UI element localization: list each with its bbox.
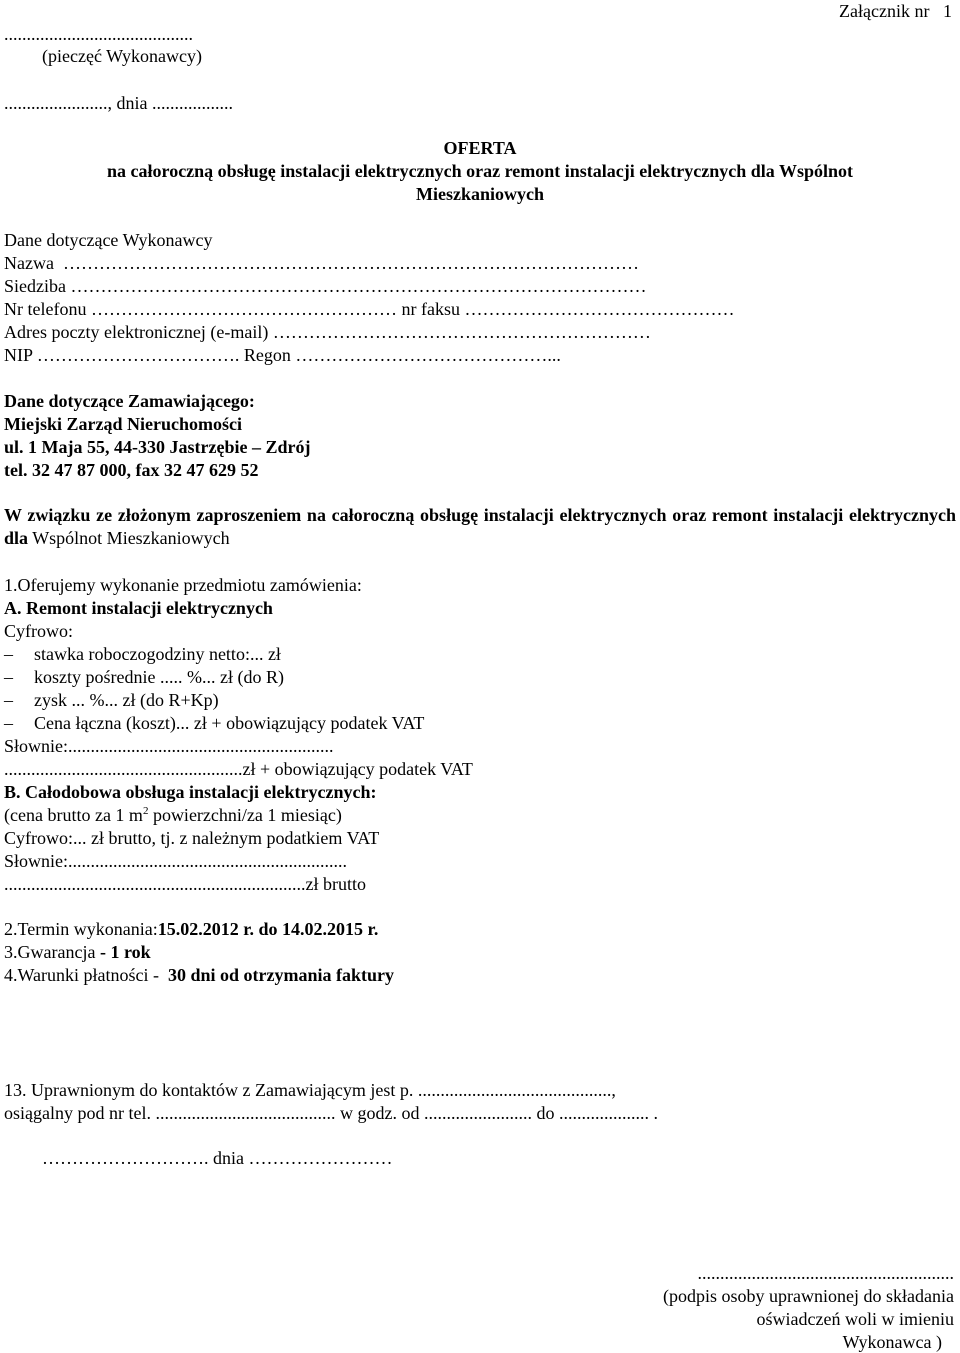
offer-subtitle-line2: Mieszkaniowych [416, 184, 544, 204]
indirect-costs-text: koszty pośrednie ..... %... zł (do R) [34, 667, 284, 687]
client-heading: Dane dotyczące Zamawiającego: [4, 391, 255, 411]
list-item [4, 666, 284, 688]
stamp-label: (pieczęć Wykonawcy) [42, 46, 202, 66]
contractor-seat-field: Siedziba …………………………………………………………………………………… [4, 276, 647, 296]
total-price-text: Cena łączna (koszt)... zł + obowiązujący podatek VAT [34, 713, 425, 733]
section-b-gross-note [4, 804, 342, 826]
date-line: ......................., dnia .................. [4, 93, 233, 113]
attachment-number: Załącznik nr 1 [839, 1, 952, 21]
dash-bullet: – [4, 667, 13, 687]
dash-bullet: – [4, 713, 13, 733]
contact-person-line1: 13. Uprawnionym do kontaktów z Zamawiającym jest p. ..........................................., [4, 1080, 616, 1100]
section-b-digits: Cyfrowo:... zł brutto, tj. z należnym podatkiem VAT [4, 828, 380, 848]
section-b-heading: B. Całodobowa obsługa instalacji elektrycznych: [4, 782, 377, 802]
client-contact: tel. 32 47 87 000, fax 32 47 629 52 [4, 460, 259, 480]
dash-bullet: – [4, 690, 13, 710]
offer-subtitle-line1: na całoroczną obsługę instalacji elektrycznych oraz remont instalacji elektrycznych dla Wspólnot [107, 161, 853, 181]
intro-normal-text: Wspólnot Mieszkaniowych [28, 528, 230, 548]
contractor-heading: Dane dotyczące Wykonawcy [4, 230, 213, 250]
payment-label: 4.Warunki płatności - [4, 965, 160, 985]
warranty-line [4, 941, 151, 963]
section-b-words-line2: ...................................................................zł brutto [4, 874, 366, 894]
section-a-heading: A. Remont instalacji elektrycznych [4, 598, 273, 618]
contact-person-line2: osiągalny pod nr tel. ........................................ w godz. od ........................ do .................... . [4, 1103, 658, 1123]
gross-note-prefix: (cena brutto za 1 m [4, 805, 143, 825]
intro-bold-text: W związku ze złożonym zaproszeniem na całoroczną obsługę instalacji elektrycznych oraz remont instalacji elektrycznych dla [4, 505, 956, 548]
client-name: Miejski Zarząd Nieruchomości [4, 414, 242, 434]
list-item [4, 689, 219, 711]
hourly-rate-text: stawka roboczogodziny netto:... zł [34, 644, 281, 664]
intro-paragraph [4, 504, 956, 550]
offer-title: OFERTA [443, 138, 517, 158]
contractor-phone-fax-field: Nr telefonu …………………………………………… nr faksu ……………………………………… [4, 299, 735, 319]
signature-label-line2: oświadczeń woli w imieniu [756, 1309, 954, 1329]
section-a-words-line2: .....................................................zł + obowiązujący podatek VAT [4, 759, 473, 779]
list-item [4, 712, 424, 734]
deadline-label: 2.Termin wykonania: [4, 919, 158, 939]
list-item [4, 643, 281, 665]
deadline-line [4, 918, 378, 940]
section-a-words-line1: Słownie:........................................................... [4, 736, 334, 756]
profit-text: zysk ... %... zł (do R+Kp) [34, 690, 219, 710]
contractor-email-field: Adres poczty elektronicznej (e-mail) ……………………………………………………… [4, 322, 651, 342]
contractor-nip-regon-field: NIP ……………………………. Regon ……………………………………... [4, 345, 561, 365]
signature-label-line1: (podpis osoby uprawnionej do składania [663, 1286, 954, 1306]
dash-bullet: – [4, 644, 13, 664]
payment-value: 30 dni od otrzymania faktury [159, 965, 395, 985]
contractor-name-field: Nazwa …………………………………………………………………………………… [4, 253, 639, 273]
offer-point-1: 1.Oferujemy wykonanie przedmiotu zamówienia: [4, 575, 362, 595]
place-date-line: ………………………. dnia …………………… [42, 1148, 393, 1168]
signature-dots: ......................................................... [697, 1263, 954, 1283]
warranty-value: - 1 rok [95, 942, 151, 962]
signature-label-line3: Wykonawca ) [842, 1332, 942, 1352]
section-b-words-line1: Słownie:.............................................................. [4, 851, 348, 871]
client-address: ul. 1 Maja 55, 44-330 Jastrzębie – Zdrój [4, 437, 311, 457]
gross-note-superscript: 2 [142, 805, 149, 817]
section-a-digits-label: Cyfrowo: [4, 621, 73, 641]
warranty-label: 3.Gwarancja [4, 942, 96, 962]
gross-note-suffix: powierzchni/za 1 miesiąc) [148, 805, 342, 825]
payment-line [4, 964, 394, 986]
stamp-dots: .......................................... [4, 24, 193, 44]
deadline-value: 15.02.2012 r. do 14.02.2015 r. [157, 919, 379, 939]
